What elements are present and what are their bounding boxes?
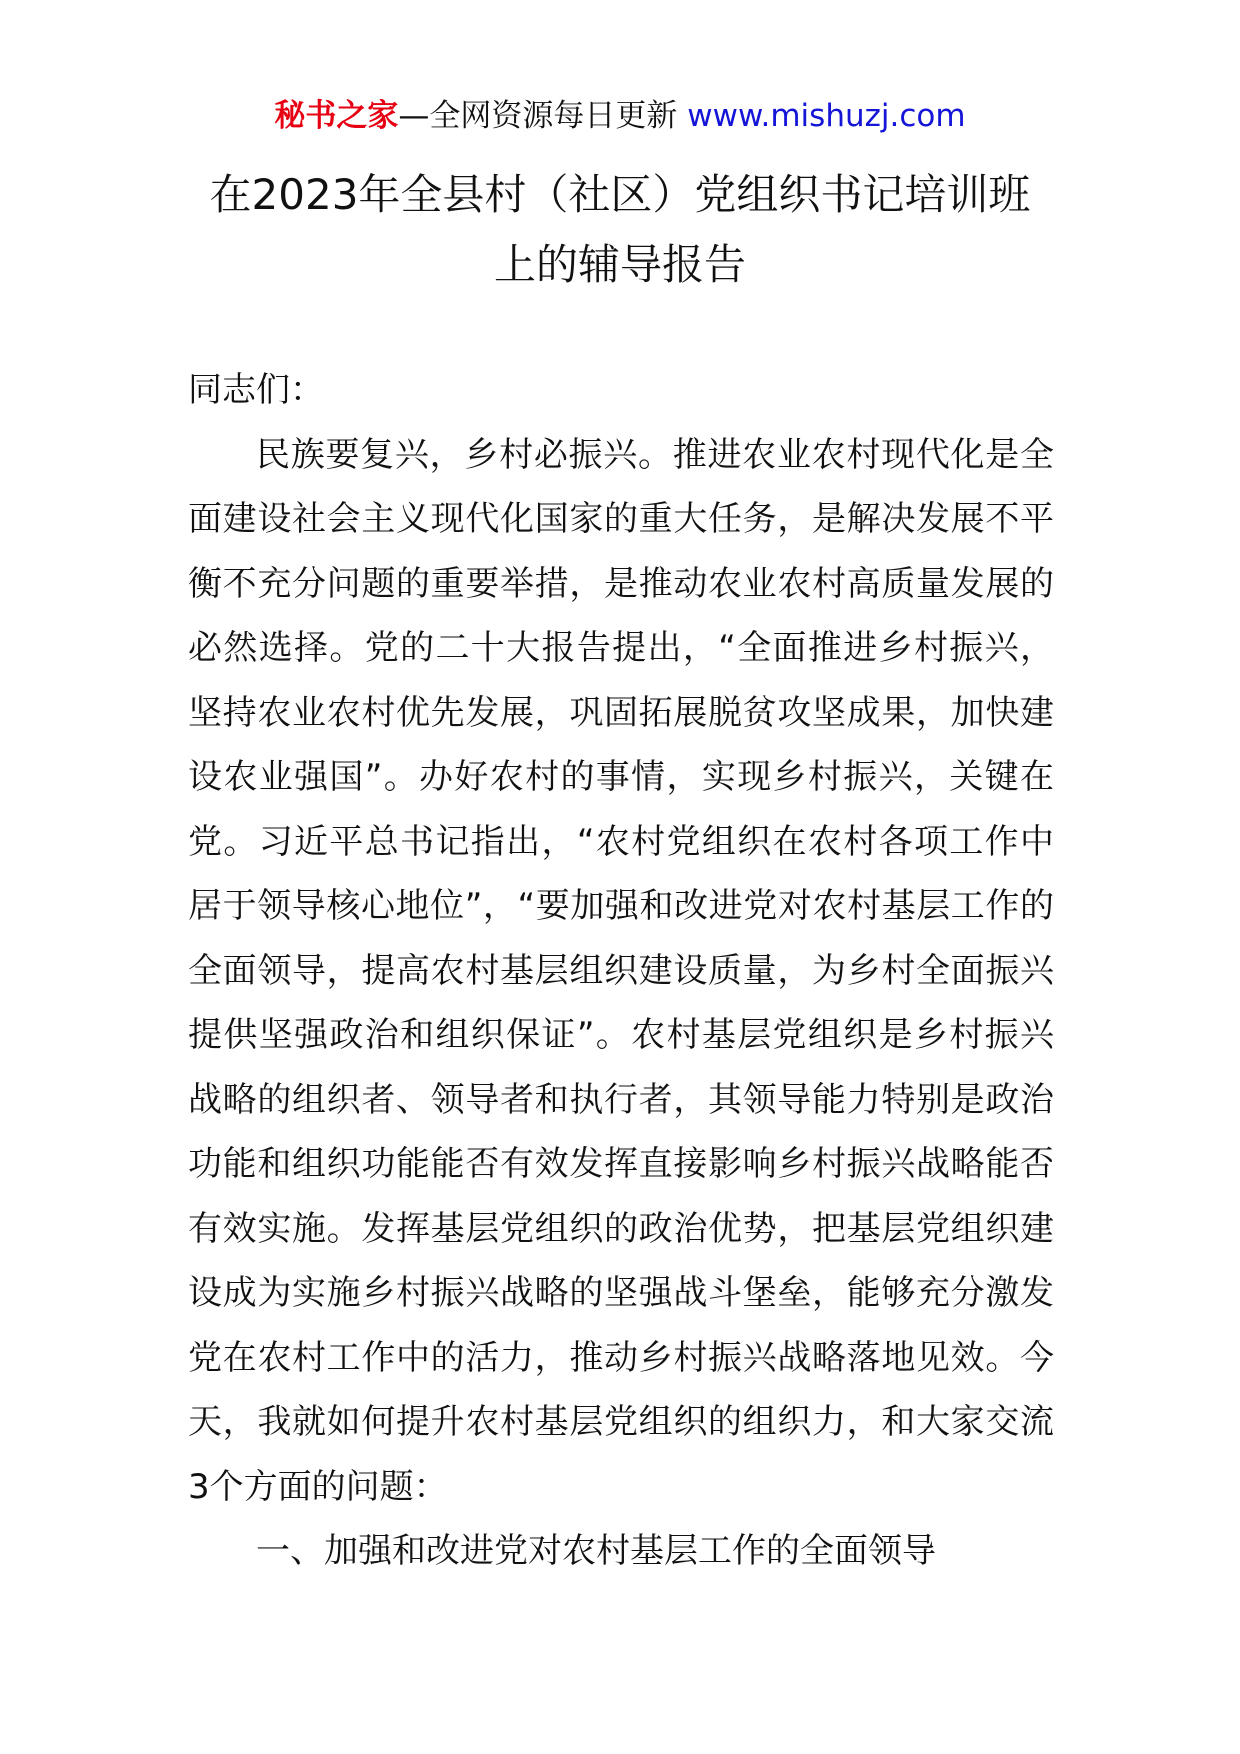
section-heading-1: 一、加强和改进党对农村基层工作的全面领导 bbox=[256, 1531, 936, 1571]
document-title: 在2023年全县村（社区）党组织书记培训班上的辅导报告 bbox=[209, 170, 1031, 289]
document-body bbox=[188, 358, 1054, 1584]
brand-name: 秘书之家 bbox=[274, 98, 399, 134]
salutation: 同志们： bbox=[188, 370, 324, 410]
intro-paragraph: 民族要复兴，乡村必振兴。推进农业农村现代化是全面建设社会主义现代化国家的重大任务，是解决发展不平衡不充分问题的重要举措，是推动农业农村高质量发展的必然选择。党的二十大报告提出，“全面推进乡村振兴，坚持农业农村优先发展，巩固拓展脱贫攻坚成果，加快建设农业强国”。办好农村的事情，实现乡村振兴，关键在党。习近平总书记指出，“农村党组织在农村各项工作中居于领导核心地位”，“要加强和改进党对农村基层工作的全面领导，提高农村基层组织建设质量，为乡村全面振兴提供坚强政治和组织保证”。农村基层党组织是乡村振兴战略的组织者、领导者和执行者，其领导能力特别是政治功能和组织功能能否有效发挥直接影响乡村振兴战略能否有效实施。发挥基层党组织的政治优势，把基层党组织建设成为实施乡村振兴战略的坚强战斗堡垒，能够充分激发党在农村工作中的活力，推动乡村振兴战略落地见效。今天，我就如何提升农村基层党组织的组织力，和大家交流3个方面的问题： bbox=[188, 434, 1054, 1507]
header-banner bbox=[0, 96, 1240, 136]
site-url-link[interactable]: www.mishuzj.com bbox=[687, 98, 966, 134]
header-tagline: —全网资源每日更新 bbox=[398, 98, 688, 134]
